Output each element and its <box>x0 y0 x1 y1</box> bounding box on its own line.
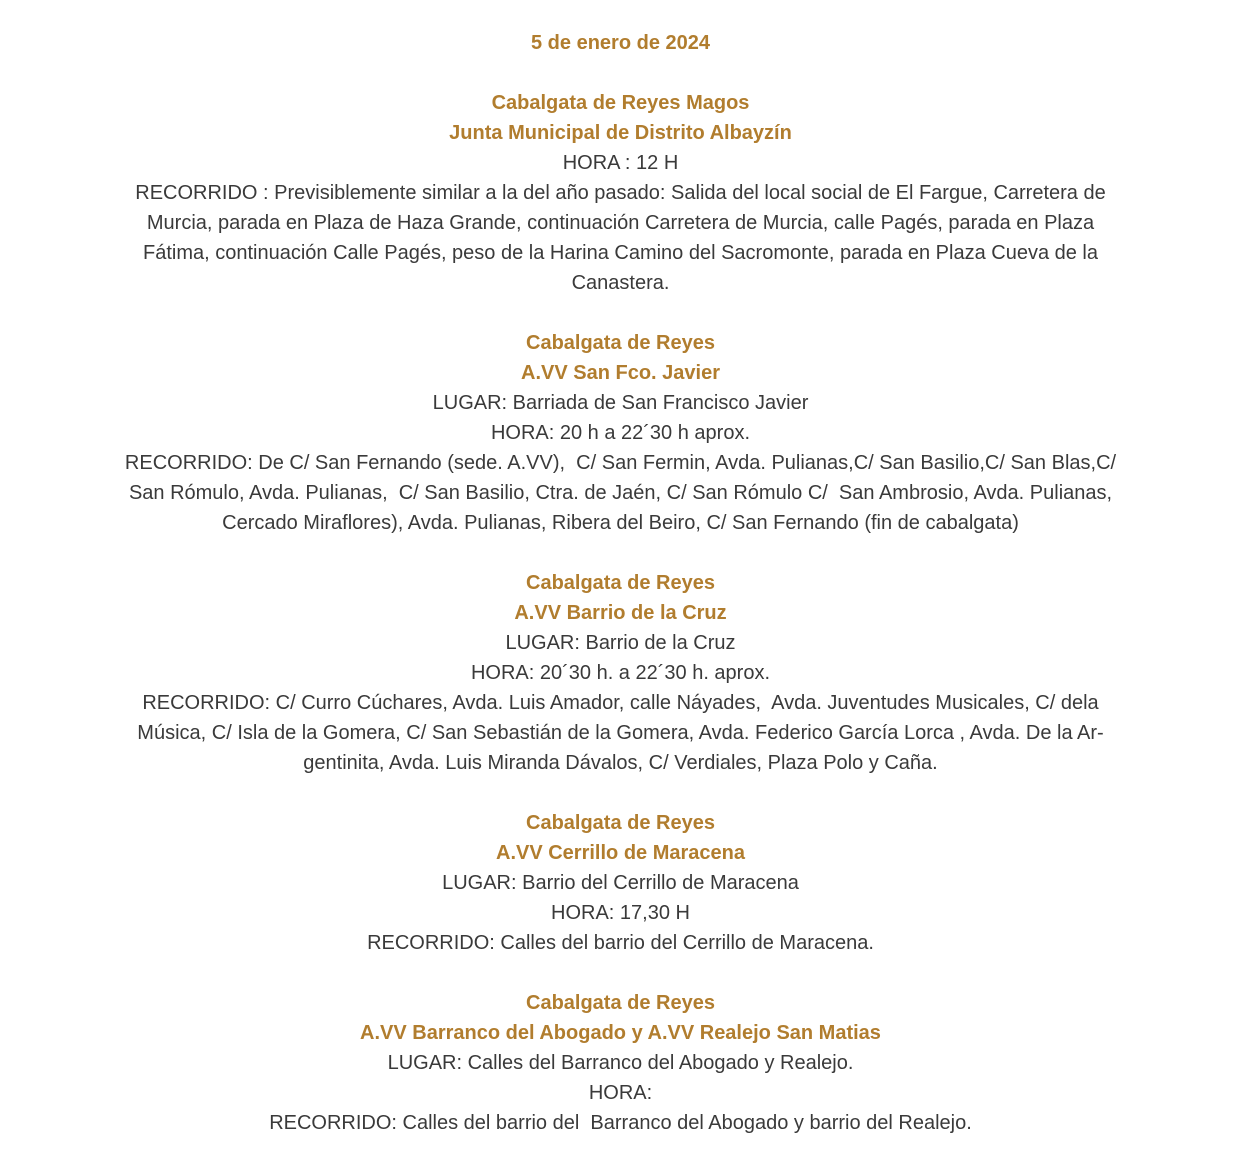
document-date-title: 5 de enero de 2024 <box>531 32 710 54</box>
section-body-line: HORA: <box>588 1082 653 1104</box>
section-heading-line: Cabalgata de Reyes Magos <box>491 92 750 114</box>
section-heading-line: A.VV San Fco. Javier <box>521 362 720 384</box>
section-heading-line: Junta Municipal de Distrito Albayzín <box>449 122 792 144</box>
section-body-line: HORA: 20 h a 22´30 h aprox. <box>490 422 751 444</box>
event-section <box>0 808 1241 958</box>
section-heading-line: Cabalgata de Reyes <box>526 572 715 594</box>
section-body-line: RECORRIDO: Calles del barrio del Cerrillo de Maracena. <box>367 932 874 954</box>
section-body-line: Fátima, continuación Calle Pagés, peso de la Harina Camino del Sacromonte, parada en Plaza Cueva de la <box>143 242 1098 264</box>
section-body-line: LUGAR: Calles del Barranco del Abogado y Realejo. <box>387 1052 854 1074</box>
section-body-line: RECORRIDO: De C/ San Fernando (sede. A.VV), C/ San Fermin, Avda. Pulianas,C/ San Basilio,C/ San Blas,C/ <box>124 452 1117 474</box>
event-section <box>0 568 1241 778</box>
event-section <box>0 88 1241 298</box>
section-heading-line: Cabalgata de Reyes <box>526 332 715 354</box>
section-body-line: LUGAR: Barrio del Cerrillo de Maracena <box>442 872 799 894</box>
section-body-line: LUGAR: Barriada de San Francisco Javier <box>432 392 809 414</box>
section-heading-line: A.VV Barrio de la Cruz <box>514 602 727 624</box>
section-body-line: gentinita, Avda. Luis Miranda Dávalos, C/ Verdiales, Plaza Polo y Caña. <box>303 752 938 774</box>
section-body-line: HORA : 12 H <box>562 152 679 174</box>
section-heading-line: Cabalgata de Reyes <box>526 992 715 1014</box>
event-section <box>0 328 1241 538</box>
section-body-line: Murcia, parada en Plaza de Haza Grande, continuación Carretera de Murcia, calle Pagés, parada en Plaza <box>146 212 1095 234</box>
event-section <box>0 988 1241 1138</box>
section-body-line: Música, C/ Isla de la Gomera, C/ San Sebastián de la Gomera, Avda. Federico García Lorca , Avda. De la Ar- <box>137 722 1104 744</box>
section-heading-line: Cabalgata de Reyes <box>526 812 715 834</box>
section-body-line: Canastera. <box>571 272 670 294</box>
section-body-line: RECORRIDO: Calles del barrio del Barranco del Abogado y barrio del Realejo. <box>269 1112 972 1134</box>
section-heading-line: A.VV Barranco del Abogado y A.VV Realejo San Matias <box>360 1022 881 1044</box>
section-body-line: San Rómulo, Avda. Pulianas, C/ San Basilio, Ctra. de Jaén, C/ San Rómulo C/ San Ambrosio, Avda. Pulianas, <box>128 482 1113 504</box>
section-body-line: RECORRIDO : Previsiblemente similar a la del año pasado: Salida del local social de El Fargue, Carretera de <box>135 182 1106 204</box>
section-body-line: Cercado Miraflores), Avda. Pulianas, Ribera del Beiro, C/ San Fernando (fin de cabalgata) <box>222 512 1019 534</box>
section-body-line: LUGAR: Barrio de la Cruz <box>505 632 736 654</box>
event-sections <box>0 88 1241 1138</box>
section-body-line: HORA: 17,30 H <box>551 902 690 924</box>
section-body-line: HORA: 20´30 h. a 22´30 h. aprox. <box>470 662 771 684</box>
section-body-line: RECORRIDO: C/ Curro Cúchares, Avda. Luis Amador, calle Náyades, Avda. Juventudes Musicales, C/ dela <box>142 692 1099 714</box>
section-heading-line: A.VV Cerrillo de Maracena <box>496 842 745 864</box>
